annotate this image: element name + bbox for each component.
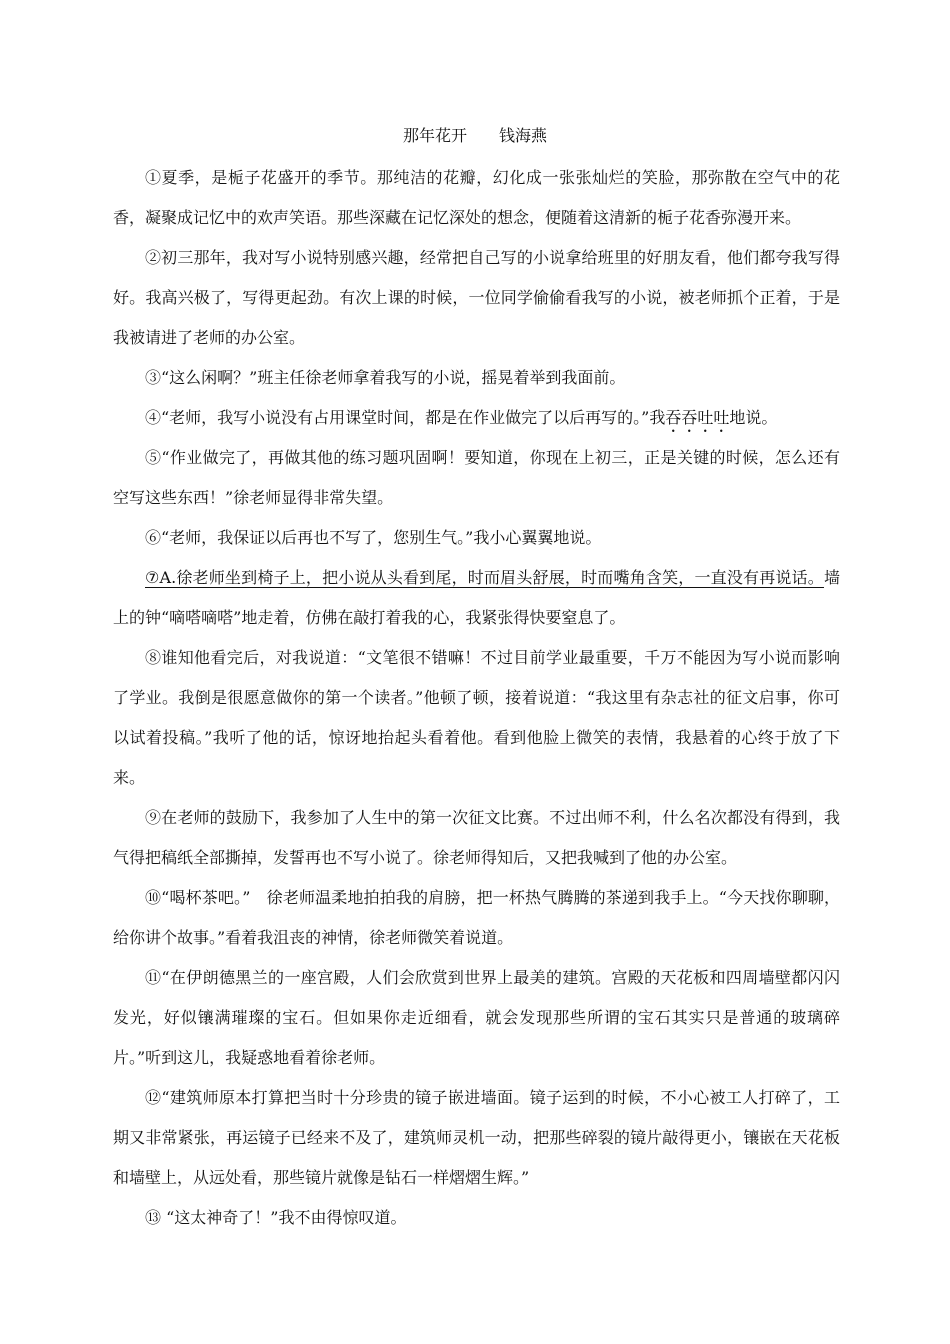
article-body — [113, 158, 840, 1238]
paragraph-8: ⑧谁知他看完后，对我说道：“文笔很不错嘛！不过目前学业最重要，千万不能因为写小说而影响了学业。我倒是很愿意做你的第一个读者。”他顿了顿，接着说道：“我这里有杂志社的征文启事，你可以试着投稿。”我听了他的话，惊讶地抬起头看着他。看到他脸上微笑的表情，我悬着的心终于放了下来。 — [113, 648, 840, 787]
article-title: 那年花开 钱海燕 — [402, 126, 547, 145]
paragraph-1: ①夏季，是栀子花盛开的季节。那纯洁的花瓣，幻化成一张张灿烂的笑脸，那弥散在空气中的花香，凝聚成记忆中的欢声笑语。那些深藏在记忆深处的想念，便随着这清新的栀子花香弥漫开来。 — [113, 168, 840, 227]
paragraph-4 — [113, 398, 840, 438]
underlined-sentence-a: ⑦A.徐老师坐到椅子上，把小说从头看到尾，时而眉头舒展，时而嘴角含笑，一直没有再说话。 — [145, 568, 824, 587]
emphasis-dotted-word: 吞吞吐吐 — [665, 408, 730, 427]
paragraph-4-end: 地说。 — [729, 408, 778, 427]
paragraph-9: ⑨在老师的鼓励下，我参加了人生中的第一次征文比赛。不过出师不利，什么名次都没有得到，我气得把稿纸全部撕掉，发誓再也不写小说了。徐老师得知后，又把我喊到了他的办公室。 — [113, 808, 840, 867]
paragraph-12: ⑫“建筑师原本打算把当时十分珍贵的镜子嵌进墙面。镜子运到的时候，不小心被工人打碎了，工期又非常紧张，再运镜子已经来不及了，建筑师灵机一动，把那些碎裂的镜片敲得更小，镶嵌在天花板和墙壁上，从远处看，那些镜片就像是钻石一样熠熠生辉。” — [113, 1088, 840, 1187]
paragraph-11: ⑪“在伊朗德黑兰的一座宫殿，人们会欣赏到世界上最美的建筑。宫殿的天花板和四周墙壁都闪闪发光，好似镶满璀璨的宝石。但如果你走近细看，就会发现那些所谓的宝石其实只是普通的玻璃碎片。”听到这儿，我疑惑地看着徐老师。 — [113, 968, 840, 1067]
paragraph-5: ⑤“作业做完了，再做其他的练习题巩固啊！要知道，你现在上初三，正是关键的时候，怎么还有空写这些东西！”徐老师显得非常失望。 — [113, 448, 840, 507]
paragraph-2: ②初三那年，我对写小说特别感兴趣，经常把自己写的小说拿给班里的好朋友看，他们都夸我写得好。我高兴极了，写得更起劲。有次上课的时候，一位同学偷偷看我写的小说，被老师抓个正着，于是我被请进了老师的办公室。 — [113, 248, 840, 347]
paragraph-4-text: ④“老师，我写小说没有占用课堂时间，都是在作业做完了以后再写的。”我 — [145, 408, 666, 427]
paragraph-7 — [113, 558, 840, 638]
paragraph-13: ⑬ “这太神奇了！”我不由得惊叹道。 — [145, 1208, 407, 1227]
paragraph-7-rest: 墙上的钟“嘀嗒嘀嗒”地走着，仿佛在敲打着我的心，我紧张得快要窒息了。 — [113, 568, 840, 627]
paragraph-6: ⑥“老师，我保证以后再也不写了，您别生气。”我小心翼翼地说。 — [145, 528, 602, 547]
paragraph-10: ⑩“喝杯茶吧。” 徐老师温柔地拍拍我的肩膀，把一杯热气腾腾的茶递到我手上。“今天找你聊聊，给你讲个故事。”看着我沮丧的神情，徐老师微笑着说道。 — [113, 888, 840, 947]
paragraph-3: ③“这么闲啊？”班主任徐老师拿着我写的小说，摇晃着举到我面前。 — [145, 368, 626, 387]
